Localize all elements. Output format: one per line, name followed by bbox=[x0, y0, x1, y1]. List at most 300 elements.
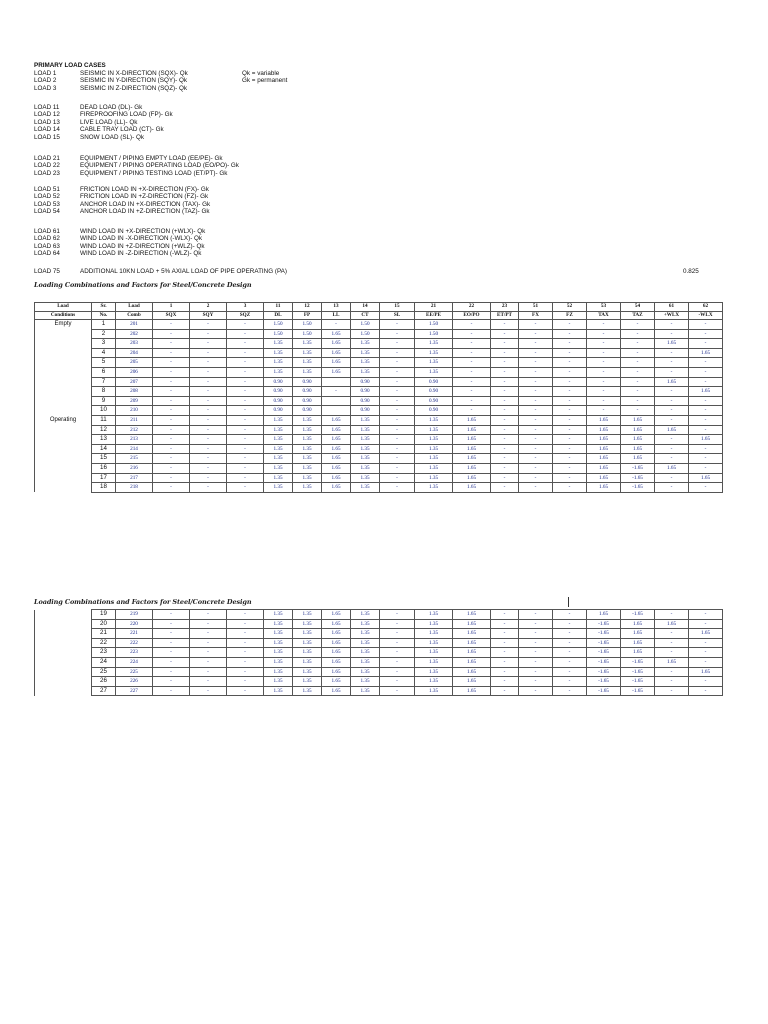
load-factor: - bbox=[553, 348, 587, 358]
load-factor: - bbox=[553, 677, 587, 687]
load-factor: 1.35 bbox=[351, 638, 380, 648]
load-factor: 1.35 bbox=[351, 686, 380, 696]
load-factor: - bbox=[153, 425, 190, 435]
column-header: Sr. bbox=[92, 303, 116, 312]
load-factor: - bbox=[689, 686, 723, 696]
load-combination: 219 bbox=[116, 610, 153, 620]
table-row bbox=[35, 415, 723, 425]
load-factor: - bbox=[491, 686, 519, 696]
load-factor: 1.35 bbox=[351, 415, 380, 425]
serial-number: 1 bbox=[92, 320, 116, 330]
load-factor: 0.90 bbox=[264, 396, 293, 406]
column-header: 51 bbox=[519, 303, 553, 312]
load-factor: 1.35 bbox=[293, 454, 322, 464]
load-factor: - bbox=[153, 657, 190, 667]
load-case-row bbox=[34, 126, 242, 133]
table-row bbox=[35, 444, 723, 454]
load-factor: -1.65 bbox=[587, 619, 621, 629]
load-factor: 1.65 bbox=[322, 657, 351, 667]
load-factor: 1.35 bbox=[293, 648, 322, 658]
load-case-row bbox=[34, 70, 279, 77]
load-factor: - bbox=[519, 677, 553, 687]
load-factor bbox=[322, 406, 351, 416]
load-factor: 1.35 bbox=[351, 483, 380, 493]
load-factor: - bbox=[322, 387, 351, 397]
load-condition bbox=[35, 686, 92, 696]
load-factor: - bbox=[190, 657, 227, 667]
load-factor: - bbox=[227, 667, 264, 677]
load-factor: - bbox=[453, 396, 491, 406]
load-factor: - bbox=[519, 619, 553, 629]
load-factor: - bbox=[380, 406, 415, 416]
load-combination: 226 bbox=[116, 677, 153, 687]
serial-number: 5 bbox=[92, 358, 116, 368]
load-factor: 1.35 bbox=[293, 339, 322, 349]
load-factor: 0.90 bbox=[351, 377, 380, 387]
load-factor: - bbox=[380, 610, 415, 620]
load-factor: - bbox=[519, 387, 553, 397]
load-factor: - bbox=[190, 377, 227, 387]
serial-number: 4 bbox=[92, 348, 116, 358]
load-condition bbox=[35, 648, 92, 658]
load-factor: - bbox=[519, 396, 553, 406]
load-case-id: LOAD 61 bbox=[34, 228, 60, 235]
load-factor: - bbox=[689, 677, 723, 687]
load-factor: - bbox=[519, 610, 553, 620]
load-factor: - bbox=[491, 320, 519, 330]
load-factor: - bbox=[655, 686, 689, 696]
table1-title: Loading Combinations and Factors for Steel/Concrete Design bbox=[34, 281, 252, 289]
load-factor: - bbox=[491, 619, 519, 629]
load-factor: - bbox=[621, 387, 655, 397]
table-row bbox=[35, 367, 723, 377]
column-header: TAX bbox=[587, 311, 621, 320]
load-factor: 1.65 bbox=[621, 435, 655, 445]
load-factor: 1.35 bbox=[293, 435, 322, 445]
load-combination: 203 bbox=[116, 339, 153, 349]
load-factor: - bbox=[380, 348, 415, 358]
load-factor: - bbox=[190, 358, 227, 368]
column-header: 12 bbox=[293, 303, 322, 312]
load-condition bbox=[35, 406, 92, 416]
load-factor: - bbox=[190, 483, 227, 493]
load-factor: - bbox=[190, 638, 227, 648]
load-factor: - bbox=[655, 329, 689, 339]
load-factor: - bbox=[227, 454, 264, 464]
load-factor: - bbox=[380, 473, 415, 483]
load-factor: - bbox=[655, 677, 689, 687]
load-factor: 0.90 bbox=[415, 396, 453, 406]
load-factor: - bbox=[380, 454, 415, 464]
load-factor: 1.65 bbox=[587, 415, 621, 425]
load-factor: 1.35 bbox=[415, 415, 453, 425]
load-factor: - bbox=[553, 686, 587, 696]
load-factor: 1.50 bbox=[293, 329, 322, 339]
table-row bbox=[35, 406, 723, 416]
load-factor: - bbox=[553, 444, 587, 454]
load-case-row bbox=[34, 104, 242, 111]
load-factor: - bbox=[689, 638, 723, 648]
load-case-row bbox=[34, 193, 242, 200]
load-factor: - bbox=[621, 320, 655, 330]
load-factor: - bbox=[553, 425, 587, 435]
column-header: Comb bbox=[116, 311, 153, 320]
load-factor: - bbox=[689, 358, 723, 368]
load-factor: -1.65 bbox=[621, 677, 655, 687]
load-factor: 1.35 bbox=[415, 483, 453, 493]
load-factor: - bbox=[190, 320, 227, 330]
load-factor: - bbox=[689, 425, 723, 435]
load-factor: 1.35 bbox=[264, 667, 293, 677]
load-factor: - bbox=[190, 686, 227, 696]
load-factor: - bbox=[621, 358, 655, 368]
load-condition bbox=[35, 657, 92, 667]
load-factor: 1.65 bbox=[453, 667, 491, 677]
load-factor: - bbox=[491, 677, 519, 687]
load-factor: 0.90 bbox=[351, 387, 380, 397]
load-factor: 1.35 bbox=[415, 367, 453, 377]
load-factor: -1.65 bbox=[621, 667, 655, 677]
load-case-id: LOAD 54 bbox=[34, 208, 60, 216]
load-factor: 0.90 bbox=[351, 396, 380, 406]
load-factor: 1.35 bbox=[415, 638, 453, 648]
column-header: DL bbox=[264, 311, 293, 320]
load-factor bbox=[322, 396, 351, 406]
load-case-row bbox=[34, 268, 287, 275]
load-factor: 0.90 bbox=[293, 396, 322, 406]
load-factor: 1.35 bbox=[264, 463, 293, 473]
load-factor: - bbox=[380, 657, 415, 667]
serial-number: 6 bbox=[92, 367, 116, 377]
load-condition: Operating bbox=[35, 415, 92, 425]
load-case-id: LOAD 12 bbox=[34, 111, 60, 119]
load-factor: - bbox=[689, 657, 723, 667]
load-factor: 1.65 bbox=[322, 358, 351, 368]
load-case-row bbox=[34, 228, 242, 235]
load-factor: -1.65 bbox=[587, 648, 621, 658]
load-factor: 1.65 bbox=[322, 415, 351, 425]
load-factor: - bbox=[689, 463, 723, 473]
load-factor: - bbox=[227, 320, 264, 330]
load-case-id: LOAD 22 bbox=[34, 162, 60, 170]
load-combination: 223 bbox=[116, 648, 153, 658]
load-factor: 1.35 bbox=[415, 435, 453, 445]
load-factor: - bbox=[227, 619, 264, 629]
column-header: 11 bbox=[264, 303, 293, 312]
load-factor: 1.35 bbox=[264, 629, 293, 639]
load-factor: 1.65 bbox=[453, 657, 491, 667]
column-header: CT bbox=[351, 311, 380, 320]
load-factor: - bbox=[689, 415, 723, 425]
load-factor: - bbox=[491, 339, 519, 349]
load-factor: 0.90 bbox=[293, 406, 322, 416]
load-factor: - bbox=[380, 463, 415, 473]
load-factor: 1.65 bbox=[689, 473, 723, 483]
load-factor: - bbox=[491, 377, 519, 387]
load-combination: 225 bbox=[116, 667, 153, 677]
load-factor: - bbox=[491, 348, 519, 358]
load-factor: 1.35 bbox=[293, 629, 322, 639]
load-factor: 1.35 bbox=[264, 435, 293, 445]
serial-number: 18 bbox=[92, 483, 116, 493]
load-factor: 1.50 bbox=[264, 329, 293, 339]
load-factor: - bbox=[491, 367, 519, 377]
load-factor: 1.50 bbox=[351, 320, 380, 330]
load-factor: - bbox=[655, 358, 689, 368]
load-factor: - bbox=[519, 377, 553, 387]
load-factor: 1.65 bbox=[587, 483, 621, 493]
load-case-row bbox=[34, 201, 242, 208]
serial-number: 15 bbox=[92, 454, 116, 464]
load-condition bbox=[35, 329, 92, 339]
load-condition bbox=[35, 629, 92, 639]
load-factor: - bbox=[227, 483, 264, 493]
load-factor: - bbox=[153, 415, 190, 425]
load-factor: 1.35 bbox=[293, 425, 322, 435]
load-factor: - bbox=[621, 367, 655, 377]
load-factor: - bbox=[227, 610, 264, 620]
load-factor: - bbox=[655, 483, 689, 493]
load-factor: - bbox=[491, 444, 519, 454]
load-factor: - bbox=[190, 348, 227, 358]
load-factor: - bbox=[491, 667, 519, 677]
load-factor: 1.65 bbox=[621, 648, 655, 658]
load-factor: 1.65 bbox=[655, 425, 689, 435]
load-factor: - bbox=[380, 396, 415, 406]
load-factor: - bbox=[553, 463, 587, 473]
load-factor: - bbox=[553, 396, 587, 406]
load-condition bbox=[35, 348, 92, 358]
load-factor: 1.35 bbox=[415, 648, 453, 658]
load-condition bbox=[35, 435, 92, 445]
table-row bbox=[35, 483, 723, 493]
load-factor: - bbox=[491, 406, 519, 416]
load-factor: 1.35 bbox=[415, 425, 453, 435]
load-factor: - bbox=[553, 638, 587, 648]
load-factor: - bbox=[153, 406, 190, 416]
load-factor: - bbox=[491, 415, 519, 425]
load-factor: - bbox=[153, 377, 190, 387]
load-factor: - bbox=[519, 463, 553, 473]
load-factor: -1.65 bbox=[621, 657, 655, 667]
load-factor: - bbox=[655, 648, 689, 658]
load-case-description: WIND LOAD IN -X-DIRECTION (-WLX)- Qk bbox=[80, 235, 203, 243]
load-case-id: LOAD 53 bbox=[34, 200, 60, 208]
load-factor: - bbox=[553, 619, 587, 629]
load-factor: - bbox=[227, 358, 264, 368]
load-case-row bbox=[34, 170, 242, 177]
load-condition bbox=[35, 377, 92, 387]
load-factor: 1.65 bbox=[621, 619, 655, 629]
load-factor: - bbox=[380, 686, 415, 696]
load-factor: 1.65 bbox=[587, 610, 621, 620]
load-case-description: SNOW LOAD (SL)- Qk bbox=[80, 133, 145, 141]
load-factor: 1.35 bbox=[293, 367, 322, 377]
column-header: 53 bbox=[587, 303, 621, 312]
load-factor: 1.65 bbox=[453, 610, 491, 620]
load-factor: - bbox=[553, 610, 587, 620]
load-factor: 1.35 bbox=[264, 648, 293, 658]
load-factor: 1.35 bbox=[264, 348, 293, 358]
load-factor: 1.35 bbox=[293, 483, 322, 493]
load-combination: 218 bbox=[116, 483, 153, 493]
table-row bbox=[35, 619, 723, 629]
load-factor: 1.65 bbox=[453, 483, 491, 493]
load-factor: - bbox=[227, 648, 264, 658]
load-factor: - bbox=[190, 367, 227, 377]
load-factor: - bbox=[553, 406, 587, 416]
load-factor: 1.50 bbox=[415, 320, 453, 330]
load-factor: - bbox=[453, 339, 491, 349]
load-factor: - bbox=[519, 339, 553, 349]
load-case-row bbox=[34, 119, 242, 126]
serial-number: 3 bbox=[92, 339, 116, 349]
load-factor: 1.35 bbox=[264, 686, 293, 696]
load-case-row bbox=[34, 85, 242, 92]
load-condition bbox=[35, 638, 92, 648]
serial-number: 20 bbox=[92, 619, 116, 629]
load-factor: - bbox=[491, 454, 519, 464]
load-case-id: LOAD 11 bbox=[34, 104, 60, 111]
load-factor: - bbox=[689, 619, 723, 629]
load-factor: 0.90 bbox=[293, 377, 322, 387]
load-factor: 1.65 bbox=[322, 629, 351, 639]
load-factor: - bbox=[380, 329, 415, 339]
load-factor: - bbox=[655, 348, 689, 358]
load-factor: 1.65 bbox=[587, 473, 621, 483]
load-factor: -1.65 bbox=[587, 657, 621, 667]
load-factor: 1.35 bbox=[351, 358, 380, 368]
load-factor: - bbox=[519, 367, 553, 377]
load-case-row bbox=[34, 235, 242, 242]
load-factor: 1.35 bbox=[351, 463, 380, 473]
load-factor: 1.65 bbox=[453, 435, 491, 445]
load-factor: 1.65 bbox=[655, 657, 689, 667]
load-factor: - bbox=[227, 387, 264, 397]
load-factor: - bbox=[190, 387, 227, 397]
load-factor: 1.35 bbox=[415, 473, 453, 483]
load-factor: - bbox=[153, 387, 190, 397]
load-factor: - bbox=[190, 339, 227, 349]
column-header: 62 bbox=[689, 303, 723, 312]
load-factor: -1.65 bbox=[621, 463, 655, 473]
load-factor: 1.65 bbox=[587, 454, 621, 464]
load-combination: 221 bbox=[116, 629, 153, 639]
load-factor: 1.65 bbox=[322, 435, 351, 445]
column-header: EO/PO bbox=[453, 311, 491, 320]
load-factor: 1.65 bbox=[621, 415, 655, 425]
load-case-row bbox=[34, 250, 242, 257]
load-factor: - bbox=[519, 657, 553, 667]
load-factor: - bbox=[190, 619, 227, 629]
column-header: -WLX bbox=[689, 311, 723, 320]
load-factor: 1.65 bbox=[587, 425, 621, 435]
load-factor: - bbox=[491, 425, 519, 435]
load-factor: - bbox=[190, 415, 227, 425]
load-factor: - bbox=[587, 329, 621, 339]
load-condition bbox=[35, 454, 92, 464]
load-factor: - bbox=[380, 415, 415, 425]
column-header: SQZ bbox=[227, 311, 264, 320]
load-factor: -1.65 bbox=[587, 686, 621, 696]
load-factor: 1.35 bbox=[415, 657, 453, 667]
load-factor: - bbox=[153, 348, 190, 358]
load-factor: 1.35 bbox=[351, 667, 380, 677]
load-factor: - bbox=[190, 648, 227, 658]
column-header: ET/PT bbox=[491, 311, 519, 320]
load-factor: - bbox=[587, 406, 621, 416]
column-header: 14 bbox=[351, 303, 380, 312]
table-row bbox=[35, 657, 723, 667]
serial-number: 16 bbox=[92, 463, 116, 473]
column-header: 23 bbox=[491, 303, 519, 312]
load-factor: - bbox=[553, 648, 587, 658]
load-factor: - bbox=[190, 667, 227, 677]
column-header: 15 bbox=[380, 303, 415, 312]
load-factor: 1.65 bbox=[655, 619, 689, 629]
load-factor: - bbox=[689, 320, 723, 330]
load-factor: - bbox=[380, 377, 415, 387]
column-header: EE/PE bbox=[415, 311, 453, 320]
load-factor: 1.65 bbox=[322, 638, 351, 648]
load-factor: 0.90 bbox=[415, 406, 453, 416]
serial-number: 26 bbox=[92, 677, 116, 687]
load-factor: 1.65 bbox=[453, 619, 491, 629]
load-factor: 1.65 bbox=[322, 348, 351, 358]
table-row bbox=[35, 463, 723, 473]
load-factor: - bbox=[621, 329, 655, 339]
table-row bbox=[35, 638, 723, 648]
load-factor: 1.35 bbox=[415, 677, 453, 687]
load-factor: - bbox=[587, 348, 621, 358]
load-combination: 201 bbox=[116, 320, 153, 330]
load-factor: - bbox=[227, 425, 264, 435]
load-factor: 1.35 bbox=[293, 610, 322, 620]
load-factor: - bbox=[190, 435, 227, 445]
load-factor: - bbox=[153, 677, 190, 687]
load-factor: 1.65 bbox=[322, 425, 351, 435]
load-condition bbox=[35, 483, 92, 493]
load-factor: 1.35 bbox=[264, 454, 293, 464]
load-factor: 1.65 bbox=[322, 463, 351, 473]
load-case-id: LOAD 3 bbox=[34, 84, 57, 92]
column-header: 54 bbox=[621, 303, 655, 312]
load-combination: 217 bbox=[116, 473, 153, 483]
load-combination: 212 bbox=[116, 425, 153, 435]
load-factor: - bbox=[689, 329, 723, 339]
load-case-id: LOAD 51 bbox=[34, 186, 60, 193]
load-factor: 1.35 bbox=[351, 339, 380, 349]
serial-number: 13 bbox=[92, 435, 116, 445]
load-factor: - bbox=[380, 387, 415, 397]
load-factor: - bbox=[380, 667, 415, 677]
load-factor: - bbox=[153, 648, 190, 658]
load-factor: - bbox=[689, 377, 723, 387]
load-factor: - bbox=[491, 610, 519, 620]
load-case-description: CABLE TRAY LOAD (CT)- Gk bbox=[80, 126, 164, 134]
load-factor: 1.65 bbox=[587, 435, 621, 445]
load-factor: - bbox=[587, 320, 621, 330]
load-factor: - bbox=[491, 329, 519, 339]
load-condition bbox=[35, 387, 92, 397]
load-factor: - bbox=[491, 463, 519, 473]
load-factor: - bbox=[153, 320, 190, 330]
load-factor: - bbox=[553, 377, 587, 387]
load-case-row bbox=[34, 186, 242, 193]
load-factor: - bbox=[380, 435, 415, 445]
load-case-id: LOAD 64 bbox=[34, 250, 60, 258]
column-header: 13 bbox=[322, 303, 351, 312]
